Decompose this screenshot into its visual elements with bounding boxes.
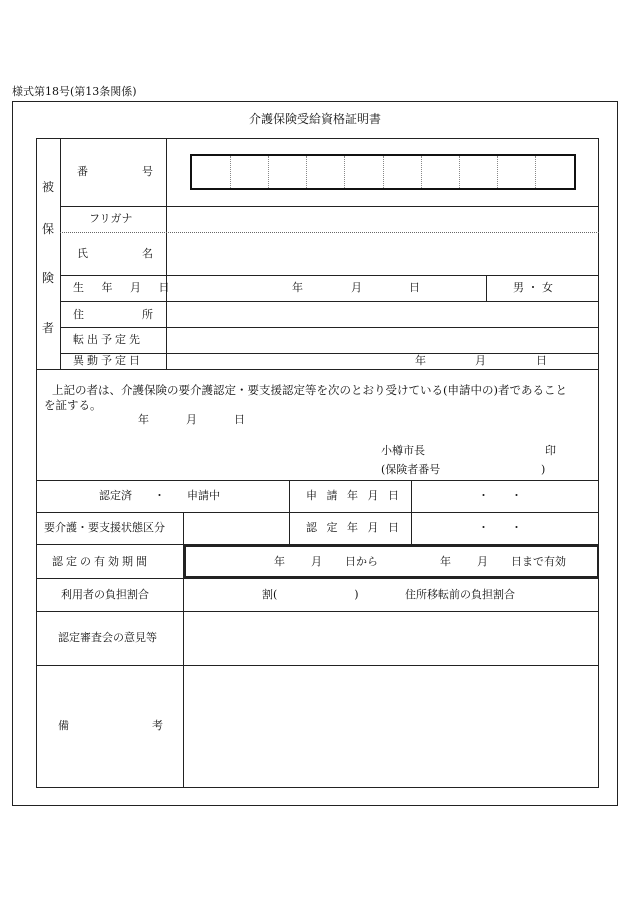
sex-selector[interactable]: 男 ・ 女 (513, 281, 553, 294)
address-field[interactable] (167, 302, 598, 326)
change-month: 月 (475, 354, 486, 367)
insurer-number-close: ) (541, 463, 546, 476)
number-label-2: 号 (142, 165, 153, 178)
certification-date: ・ ・ (478, 521, 522, 534)
seal-mark: 印 (545, 444, 556, 457)
birth-day: 日 (409, 281, 420, 294)
side-label-4: 者 (42, 321, 55, 335)
cert-date-day: 日 (234, 413, 245, 426)
care-level-label: 要介護・要支援状態区分 (44, 521, 165, 534)
committee-opinion-label: 認定審査会の意見等 (58, 631, 157, 644)
application-date-label: 申 請 年 月 日 (306, 489, 402, 502)
burden-ratio-label: 利用者の負担割合 (61, 588, 149, 601)
insurer-number-open: (保険者番号 (381, 463, 441, 476)
certification-date-label: 認 定 年 月 日 (306, 521, 402, 534)
number-label-1: 番 (77, 165, 88, 178)
furigana-label: フリガナ (89, 212, 133, 225)
address-label-1: 住 (73, 308, 84, 321)
validity-to-day: 日まで有効 (511, 555, 566, 568)
remarks-label-2: 考 (152, 719, 163, 732)
application-date: ・ ・ (478, 489, 522, 502)
side-label-3: 険 (42, 271, 55, 285)
move-out-label: 転出予定先 (73, 333, 143, 346)
form-number: 様式第18号(第13条関係) (12, 85, 137, 98)
birth-date-label: 生 年 月 日 (73, 281, 177, 294)
committee-opinion-field[interactable] (184, 612, 598, 664)
name-label-2: 名 (142, 247, 153, 260)
side-label-1: 被 (42, 180, 55, 194)
address-label-2: 所 (142, 308, 153, 321)
validity-to-month: 月 (477, 555, 488, 568)
validity-from-month: 月 (311, 555, 322, 568)
burden-ratio-value[interactable]: 割( ) (262, 588, 359, 601)
move-out-field[interactable] (167, 328, 598, 352)
change-day: 日 (536, 354, 547, 367)
cert-date-year: 年 (138, 413, 149, 426)
name-label-1: 氏 (77, 247, 88, 260)
validity-label: 認定の有効期間 (52, 555, 150, 568)
change-year: 年 (415, 354, 426, 367)
mayor-label: 小樽市長 (381, 444, 425, 457)
cert-date-month: 月 (186, 413, 197, 426)
birth-month: 月 (351, 281, 362, 294)
care-level-field[interactable] (184, 513, 288, 543)
furigana-field[interactable] (167, 207, 598, 231)
birth-year: 年 (292, 281, 303, 294)
remarks-field[interactable] (184, 666, 598, 787)
burden-ratio-previous-label: 住所移転前の負担割合 (405, 588, 515, 601)
certification-status[interactable]: 認定済 ・ 申請中 (99, 489, 220, 502)
validity-to-year: 年 (440, 555, 451, 568)
remarks-label-1: 備 (58, 719, 69, 732)
side-label-2: 保 (42, 222, 55, 236)
change-date-label: 異動予定日 (73, 354, 143, 367)
form-title: 介護保険受給資格証明書 (248, 112, 381, 126)
certification-line-1: 上記の者は、介護保険の要介護認定・要支援認定等を次のとおり受けている(申請中の)者であること (52, 383, 567, 397)
insured-number-boxes[interactable] (190, 154, 576, 190)
name-field[interactable] (167, 233, 598, 274)
validity-from-day: 日から (345, 555, 378, 568)
validity-from-year: 年 (274, 555, 285, 568)
certification-line-2: を証する。 (44, 398, 102, 412)
